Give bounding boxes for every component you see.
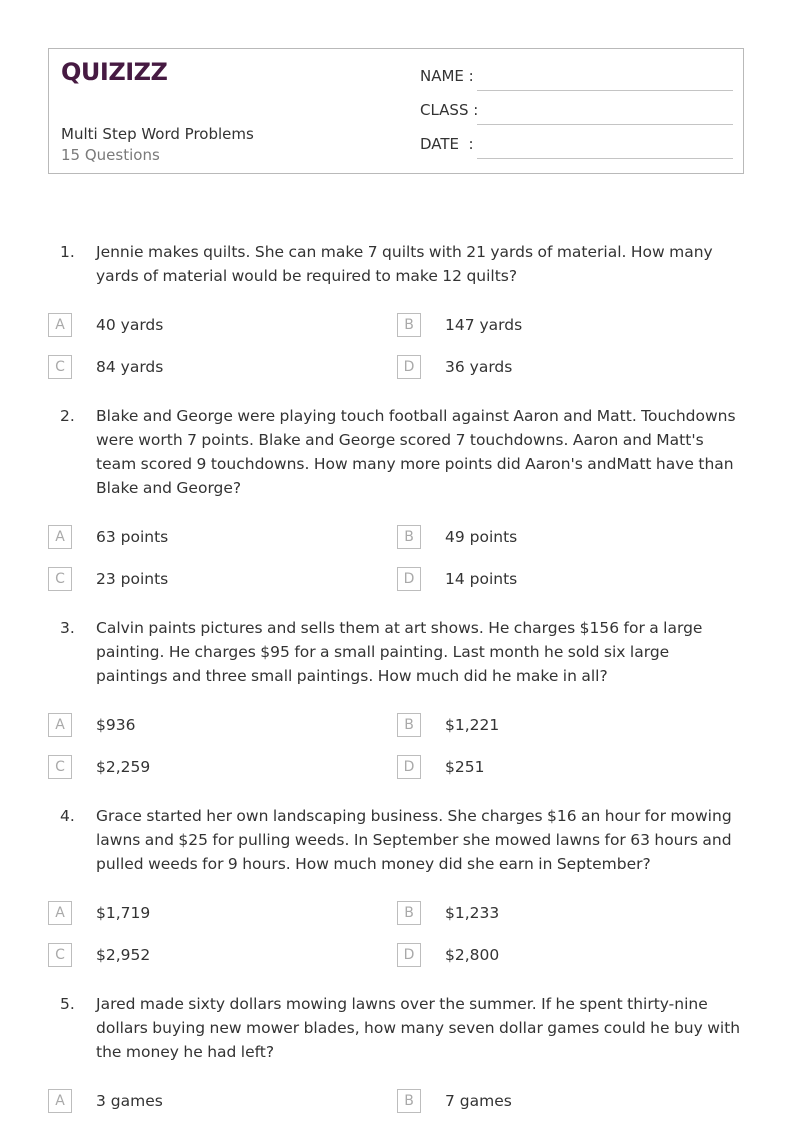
question-text: Jennie makes quilts. She can make 7 quilts with 21 yards of material. How many yards of material would be required to make 12 quilts?: [96, 243, 713, 285]
option-text: $1,233: [445, 904, 500, 922]
option-text: $1,719: [96, 904, 151, 922]
option-letter: D: [397, 943, 421, 967]
class-field[interactable]: [420, 101, 733, 125]
date-label: DATE :: [420, 135, 474, 153]
option-text: $1,221: [445, 716, 500, 734]
quizizz-logo: QUIZIZZ: [61, 58, 168, 86]
question-number: 1.: [60, 243, 75, 261]
date-field[interactable]: [420, 135, 733, 159]
option-letter: B: [397, 1089, 421, 1113]
option-letter: A: [48, 713, 72, 737]
option-letter: B: [397, 525, 421, 549]
option-letter: D: [397, 355, 421, 379]
question-number: 5.: [60, 995, 75, 1013]
option-letter: B: [397, 901, 421, 925]
option-text: 147 yards: [445, 316, 523, 334]
option-letter: C: [48, 943, 72, 967]
worksheet-header: [48, 48, 744, 174]
option-text: $2,952: [96, 946, 151, 964]
option-letter: C: [48, 355, 72, 379]
question-text: Jared made sixty dollars mowing lawns over the summer. If he spent thirty-nine dollars buying new mower blades, how many seven dollar games could he buy with the money he had left?: [96, 995, 741, 1061]
worksheet-title: Multi Step Word Problems: [61, 125, 254, 143]
option-letter: B: [397, 713, 421, 737]
option-text: 49 points: [445, 528, 518, 546]
question-number: 4.: [60, 807, 75, 825]
option-letter: A: [48, 313, 72, 337]
date-line[interactable]: [477, 158, 733, 159]
option-text: 36 yards: [445, 358, 513, 376]
option-letter: A: [48, 901, 72, 925]
option-text: 23 points: [96, 570, 169, 588]
question-number: 2.: [60, 407, 75, 425]
question-count: 15 Questions: [61, 146, 160, 164]
option-text: 7 games: [445, 1092, 512, 1110]
name-field[interactable]: [420, 67, 733, 91]
question-text: Blake and George were playing touch football against Aaron and Matt. Touchdowns were worth 7 points. Blake and George scored 7 touchdowns. Aaron and Matt's team scored 9 touchdowns. How many more points did Aaron's andMatt have than Blake and George?: [96, 407, 736, 497]
option-letter: C: [48, 755, 72, 779]
option-text: $2,259: [96, 758, 151, 776]
option-letter: A: [48, 1089, 72, 1113]
option-text: 3 games: [96, 1092, 163, 1110]
option-text: $251: [445, 758, 485, 776]
name-line[interactable]: [477, 90, 733, 91]
option-letter: A: [48, 525, 72, 549]
option-letter: B: [397, 313, 421, 337]
question-text: Calvin paints pictures and sells them at art shows. He charges $156 for a large painting. He charges $95 for a small painting. Last month he sold six large paintings and three small paintings. How much did he make in all?: [96, 619, 703, 685]
class-line[interactable]: [477, 124, 733, 125]
option-letter: D: [397, 755, 421, 779]
option-text: 63 points: [96, 528, 169, 546]
option-text: 84 yards: [96, 358, 164, 376]
option-letter: C: [48, 567, 72, 591]
name-label: NAME :: [420, 67, 474, 85]
option-text: 40 yards: [96, 316, 164, 334]
option-text: 14 points: [445, 570, 518, 588]
option-letter: D: [397, 567, 421, 591]
question-text: Grace started her own landscaping business. She charges $16 an hour for mowing lawns and $25 for pulling weeds. In September she mowed lawns for 63 hours and pulled weeds for 9 hours. How much money did she earn in September?: [96, 807, 732, 873]
question-number: 3.: [60, 619, 75, 637]
class-label: CLASS :: [420, 101, 479, 119]
option-text: $2,800: [445, 946, 500, 964]
option-text: $936: [96, 716, 136, 734]
